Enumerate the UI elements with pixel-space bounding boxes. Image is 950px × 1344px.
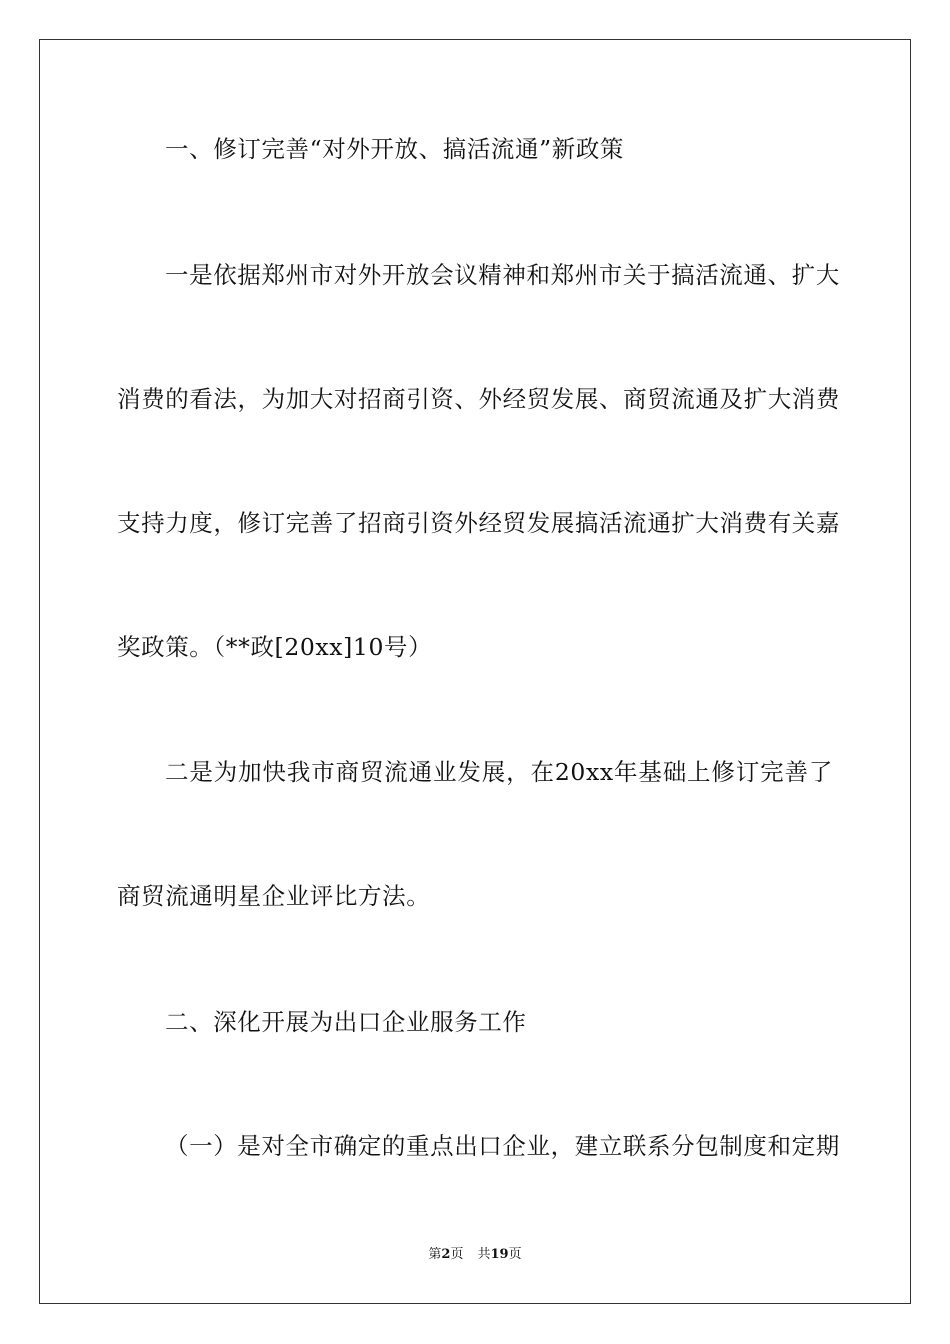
- page-prefix: 第: [428, 1247, 442, 1262]
- total-suffix: 页: [508, 1247, 522, 1262]
- page-suffix: 页: [450, 1247, 464, 1262]
- paragraph-line: （一）是对全市确定的重点出口企业，建立联系分包制度和定期: [165, 1132, 840, 1160]
- paragraph-line: 奖政策。（**政[20xx]10号）: [117, 633, 433, 661]
- paragraph-line: 消费的看法，为加大对招商引资、外经贸发展、商贸流通及扩大消费: [117, 385, 840, 413]
- page-number: 2: [441, 1247, 451, 1262]
- paragraph-line: 支持力度，修订完善了招商引资外经贸发展搞活流通扩大消费有关嘉: [117, 509, 840, 537]
- section-heading-1: 一、修订完善“对外开放、搞活流通”新政策: [165, 135, 625, 163]
- page-footer: [0, 1246, 950, 1264]
- section-heading-2: 二、深化开展为出口企业服务工作: [165, 1008, 527, 1036]
- paragraph-line: 一是依据郑州市对外开放会议精神和郑州市关于搞活流通、扩大: [165, 261, 840, 289]
- page-border: [39, 39, 911, 1304]
- paragraph-line: 商贸流通明星企业评比方法。: [117, 882, 431, 910]
- paragraph-line: 二是为加快我市商贸流通业发展，在20xx年基础上修订完善了: [165, 758, 833, 786]
- total-prefix: 共: [477, 1247, 491, 1262]
- total-pages: 19: [490, 1247, 509, 1262]
